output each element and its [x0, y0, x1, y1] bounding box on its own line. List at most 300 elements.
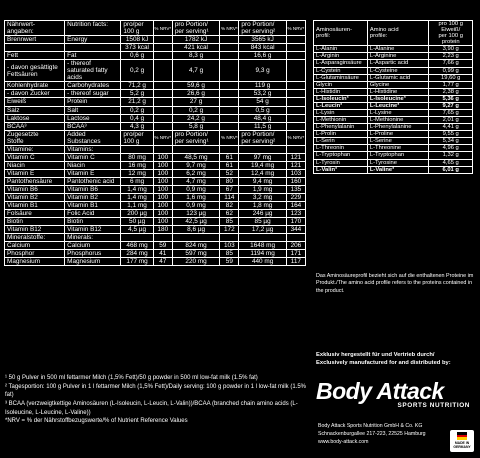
- cell-serving-2: 11,5 g: [239, 122, 286, 130]
- amino-row: [314, 88, 473, 95]
- footnote-1: ¹ 50 g Pulver in 500 ml fettarmer Milch (1,5% Fett)/50 g powder in 500 ml low-fat milk (1.5% fat): [5, 375, 258, 381]
- address-line-2: Schnackenburgallee 217-223, 22525 Hamburg: [318, 430, 426, 437]
- cell-serving-1: 597 mg: [172, 250, 219, 258]
- cell-en: Phosphorus: [65, 250, 121, 258]
- brand-name: Body Attack: [316, 378, 444, 404]
- cell-en: Vitamin E: [65, 169, 121, 177]
- cell-serving-2: 16,6 g: [239, 52, 286, 60]
- cell-en: Biotin: [65, 218, 121, 226]
- amino-value: 3,90 g: [429, 46, 473, 53]
- vitamins-label-de: Vitamine:: [5, 145, 65, 153]
- cell-per-100g: 1,1 mg: [121, 202, 153, 210]
- cell-serving-1: 0,9 mg: [172, 185, 219, 193]
- amino-en: L-Alanine: [367, 46, 429, 53]
- amino-row: [314, 67, 473, 74]
- brand-logo: [316, 380, 474, 409]
- header-per-100g: pro/per 100 g: [121, 130, 153, 145]
- cell-nrv-1: 100: [153, 194, 172, 202]
- cell-en: Niacin: [65, 161, 121, 169]
- minerals-label: [5, 234, 306, 242]
- amino-de: L-Prolin: [314, 131, 368, 138]
- cell-serving-1: 9,7 mg: [172, 161, 219, 169]
- cell-per-100g: 71,2 g: [121, 82, 153, 90]
- cell-per-100g: 0,6 g: [121, 52, 153, 60]
- cell-nrv-3: [286, 90, 305, 98]
- nutrient-row: [5, 82, 306, 90]
- header-en: Added Substances: [65, 130, 121, 145]
- cell-serving-2: 9,4 mg: [239, 177, 286, 185]
- cell-serving-1: 6,2 mg: [172, 169, 219, 177]
- cell-nrv-3: 135: [286, 185, 305, 193]
- cell-serving-2: 119 g: [239, 82, 286, 90]
- amino-row: [314, 74, 473, 81]
- nutrient-row: [5, 90, 306, 98]
- cell-en: BCAA³: [65, 122, 121, 130]
- cell-nrv-2: [220, 82, 239, 90]
- amino-value: 2,23 g: [429, 53, 473, 60]
- cell-serving-1: 48,5 mg: [172, 153, 219, 161]
- amino-value: 1,77 g: [429, 81, 473, 88]
- cell-en: Vitamin B12: [65, 226, 121, 234]
- address-line-1: Body Attack Sports Nutrition GmbH & Co. KG: [318, 423, 423, 429]
- mineral-row: [5, 258, 306, 266]
- cell-serving-2: 1194 mg: [239, 250, 286, 258]
- header-nrv-2: % NRV*: [220, 130, 239, 145]
- amino-row: [314, 131, 473, 138]
- cell-serving-2: 9,3 g: [239, 60, 286, 82]
- cell-en: Protein: [65, 98, 121, 106]
- amino-en: L-Leucine³: [367, 102, 429, 109]
- cell-de: Eiweiß: [5, 98, 65, 106]
- cell-per-100g: 21,2 g: [121, 98, 153, 106]
- cell-per-100g: 4,3 g: [121, 122, 153, 130]
- cell-nrv-1: [153, 44, 172, 52]
- amino-en: L-Aspartic acid: [367, 60, 429, 67]
- cell-serving-2: 1648 mg: [239, 242, 286, 250]
- amino-en: L-Arginine: [367, 53, 429, 60]
- cell-serving-2: 246 µg: [239, 210, 286, 218]
- cell-nrv-3: 170: [286, 218, 305, 226]
- header-nrv-2: % NRV*: [220, 21, 239, 36]
- nutrient-row: [5, 98, 306, 106]
- amino-row: [314, 117, 473, 124]
- amino-en: L-Valine³: [367, 166, 429, 173]
- cell-nrv-3: [286, 52, 305, 60]
- header-nrv-3: % NRV*: [286, 21, 305, 36]
- cell-nrv-1: 41: [153, 250, 172, 258]
- amino-header-value: pro 100 g Eiweiß/ per 100 g protein: [429, 21, 473, 46]
- amino-de: L-Serin: [314, 138, 368, 145]
- amino-value: 0,99 g: [429, 67, 473, 74]
- cell-nrv-2: [220, 98, 239, 106]
- amino-value: 4,96 g: [429, 145, 473, 152]
- amino-en: L-Serine: [367, 138, 429, 145]
- nutrient-row: [5, 52, 306, 60]
- cell-en: Pantothenic acid: [65, 177, 121, 185]
- cell-de: Vitamin B2: [5, 194, 65, 202]
- cell-nrv-3: [286, 82, 305, 90]
- vitamin-row: [5, 210, 306, 218]
- cell-per-100g: 1508 kJ: [121, 36, 153, 44]
- vitamins-label-en: Vitamins:: [65, 145, 121, 153]
- cell-nrv-3: [286, 98, 305, 106]
- amino-value: 9,27 g: [429, 102, 473, 109]
- amino-de: L-Cystein: [314, 67, 368, 74]
- amino-de: L-Asparaginsäure: [314, 60, 368, 67]
- cell-de: BCAA³: [5, 122, 65, 130]
- cell-per-100g: 177 mg: [121, 258, 153, 266]
- cell-serving-1: 8,6 µg: [172, 226, 219, 234]
- cell-en: Folic Acid: [65, 210, 121, 218]
- cell-nrv-3: [286, 122, 305, 130]
- nutrient-row: [5, 106, 306, 114]
- cell-en: Calcium: [65, 242, 121, 250]
- address-website: www.body-attack.com: [318, 438, 369, 445]
- cell-en: Vitamin C: [65, 153, 121, 161]
- cell-nrv-3: [286, 44, 305, 52]
- amino-row: [314, 124, 473, 131]
- amino-de: L-Valin³: [314, 166, 368, 173]
- cell-nrv-3: 344: [286, 226, 305, 234]
- cell-de: Laktose: [5, 114, 65, 122]
- cell-per-100g: 1,4 mg: [121, 185, 153, 193]
- cell-serving-2: 85 µg: [239, 218, 286, 226]
- amino-en: L-Lysine: [367, 110, 429, 117]
- nutrition-header-row: [5, 21, 306, 36]
- cell-serving-1: 0,9 mg: [172, 202, 219, 210]
- cell-serving-1: 27 g: [172, 98, 219, 106]
- amino-value: 6,01 g: [429, 166, 473, 173]
- cell-en: [65, 44, 121, 52]
- cell-en: Vitamin B1: [65, 202, 121, 210]
- amino-value: 4,65 g: [429, 159, 473, 166]
- amino-header-de: Aminosäuren- profil:: [314, 21, 368, 46]
- cell-serving-2: 1,8 mg: [239, 202, 286, 210]
- vitamin-row: [5, 226, 306, 234]
- cell-serving-1: 4,7 g: [172, 60, 219, 82]
- cell-serving-1: 1,6 mg: [172, 194, 219, 202]
- cell-de: Vitamin E: [5, 169, 65, 177]
- amino-de: L-Methionin: [314, 117, 368, 124]
- cell-nrv-2: 62: [220, 210, 239, 218]
- cell-en: Energy: [65, 36, 121, 44]
- nutrient-row: [5, 44, 306, 52]
- header-nrv-1: % NRV*: [153, 21, 172, 36]
- header-serving-1: pro Portion/ per serving¹: [172, 130, 219, 145]
- amino-value: 7,66 g: [429, 60, 473, 67]
- cell-de: Magnesium: [5, 258, 65, 266]
- mineral-row: [5, 250, 306, 258]
- cell-nrv-2: 114: [220, 194, 239, 202]
- amino-en: L-Tryptophan: [367, 152, 429, 159]
- cell-en: Vitamin B2: [65, 194, 121, 202]
- amino-de: L-Leucin³: [314, 102, 368, 109]
- amino-en: Glycine: [367, 81, 429, 88]
- nutrient-row: [5, 114, 306, 122]
- cell-serving-1: 8,3 g: [172, 52, 219, 60]
- cell-nrv-1: [153, 36, 172, 44]
- amino-en: L-Isoleucine³: [367, 95, 429, 102]
- vitamin-row: [5, 218, 306, 226]
- amino-de: L-Arginin: [314, 53, 368, 60]
- cell-en: Lactose: [65, 114, 121, 122]
- cell-serving-1: 24,2 g: [172, 114, 219, 122]
- cell-nrv-2: [220, 36, 239, 44]
- cell-de: Phosphor: [5, 250, 65, 258]
- cell-per-100g: 373 kcal: [121, 44, 153, 52]
- cell-nrv-1: 100: [153, 218, 172, 226]
- cell-per-100g: 0,2 g: [121, 106, 153, 114]
- nutrient-row: [5, 122, 306, 130]
- cell-en: Vitamin B6: [65, 185, 121, 193]
- amino-de: Glycin: [314, 81, 368, 88]
- amino-row: [314, 102, 473, 109]
- mineral-row: [5, 242, 306, 250]
- amino-value: 19,60 g: [429, 74, 473, 81]
- cell-nrv-2: [220, 114, 239, 122]
- cell-en: Carbohydrates: [65, 82, 121, 90]
- amino-value: 1,32 g: [429, 152, 473, 159]
- cell-de: Vitamin C: [5, 153, 65, 161]
- cell-en: - thereof sugar: [65, 90, 121, 98]
- added-substances-header-row: [5, 130, 306, 145]
- cell-per-100g: 4,5 µg: [121, 226, 153, 234]
- cell-nrv-3: 171: [286, 250, 305, 258]
- cell-nrv-1: [153, 106, 172, 114]
- cell-nrv-2: 85: [220, 218, 239, 226]
- amino-de: L-Threonin: [314, 145, 368, 152]
- cell-nrv-2: 172: [220, 226, 239, 234]
- cell-de: Salz: [5, 106, 65, 114]
- cell-nrv-3: 123: [286, 210, 305, 218]
- amino-row: [314, 166, 473, 173]
- amino-value: 9,55 g: [429, 131, 473, 138]
- cell-serving-1: 0,2 g: [172, 106, 219, 114]
- cell-per-100g: 200 µg: [121, 210, 153, 218]
- cell-nrv-2: 59: [220, 258, 239, 266]
- cell-en: Magnesium: [65, 258, 121, 266]
- cell-nrv-2: 85: [220, 250, 239, 258]
- cell-serving-2: 1,9 mg: [239, 185, 286, 193]
- vitamins-label: [5, 145, 306, 153]
- cell-serving-2: 3,2 mg: [239, 194, 286, 202]
- header-nrv-1: % NRV*: [153, 130, 172, 145]
- amino-row: [314, 110, 473, 117]
- cell-nrv-2: 103: [220, 242, 239, 250]
- header-serving-2: pro Portion/ per serving²: [239, 21, 286, 36]
- amino-en: L-Tyrosine: [367, 159, 429, 166]
- amino-value: 2,38 g: [429, 88, 473, 95]
- header-serving-2: pro Portion/ per serving²: [239, 130, 286, 145]
- footnote-2: ² Tagesportion: 100 g Pulver in 1 l fettarmer Milch (1,5% Fett)/Daily serving: 100 g powder in 1 l low-fat milk (1.5% fat): [5, 383, 307, 399]
- cell-serving-2: 97 mg: [239, 153, 286, 161]
- cell-nrv-1: [153, 98, 172, 106]
- minerals-label-de: Mineralstoffe:: [5, 234, 65, 242]
- amino-de: L-Phenylalanin: [314, 124, 368, 131]
- header-en: Nutrition facts:: [65, 21, 121, 36]
- amino-de: L-Isoleucin³: [314, 95, 368, 102]
- cell-nrv-3: 117: [286, 258, 305, 266]
- cell-serving-2: 0,5 g: [239, 106, 286, 114]
- header-nrv-3: % NRV*: [286, 130, 305, 145]
- amino-row: [314, 81, 473, 88]
- cell-serving-2: 3565 kJ: [239, 36, 286, 44]
- vitamin-row: [5, 169, 306, 177]
- cell-nrv-3: 121: [286, 153, 305, 161]
- nutrient-row: [5, 60, 306, 82]
- cell-de: Fett: [5, 52, 65, 60]
- cell-nrv-2: [220, 90, 239, 98]
- cell-nrv-3: 160: [286, 177, 305, 185]
- cell-de: Vitamin B6: [5, 185, 65, 193]
- amino-row: [314, 138, 473, 145]
- cell-serving-1: 42,5 µg: [172, 218, 219, 226]
- cell-serving-2: 53,2 g: [239, 90, 286, 98]
- cell-serving-1: 5,8 g: [172, 122, 219, 130]
- cell-nrv-1: 47: [153, 258, 172, 266]
- vitamin-row: [5, 177, 306, 185]
- distribution-line-2: Exclusively manufactured for and distributed by:: [316, 360, 451, 367]
- amino-en: L-Proline: [367, 131, 429, 138]
- cell-serving-2: 440 mg: [239, 258, 286, 266]
- cell-nrv-1: 100: [153, 161, 172, 169]
- cell-per-100g: 6 mg: [121, 177, 153, 185]
- amino-de: L-Glutaminsäure: [314, 74, 368, 81]
- cell-serving-1: 220 mg: [172, 258, 219, 266]
- distribution-line-1: Exklusiv hergestellt für und Vertrieb durch/: [316, 352, 435, 358]
- amino-row: [314, 152, 473, 159]
- cell-nrv-3: 103: [286, 169, 305, 177]
- header-de: Nährwert- angaben:: [5, 21, 65, 36]
- vitamin-row: [5, 153, 306, 161]
- cell-en: Salt: [65, 106, 121, 114]
- cell-nrv-1: 100: [153, 185, 172, 193]
- badge-line-1: MADE IN: [454, 441, 470, 445]
- cell-nrv-3: [286, 60, 305, 82]
- cell-nrv-1: 100: [153, 177, 172, 185]
- cell-serving-2: 48,4 g: [239, 114, 286, 122]
- amino-de: L-Alanin: [314, 46, 368, 53]
- cell-de: Kohlenhydrate: [5, 82, 65, 90]
- cell-nrv-2: [220, 60, 239, 82]
- cell-nrv-1: [153, 52, 172, 60]
- cell-en: - thereof saturated fatty acids: [65, 60, 121, 82]
- amino-de: L-Tyrosin: [314, 159, 368, 166]
- cell-nrv-1: [153, 60, 172, 82]
- cell-nrv-1: 100: [153, 210, 172, 218]
- cell-serving-1: 421 kcal: [172, 44, 219, 52]
- cell-nrv-1: 100: [153, 202, 172, 210]
- amino-en: L-Phenylalanine: [367, 124, 429, 131]
- amino-row: [314, 60, 473, 67]
- header-per-100g: pro/per 100 g: [121, 21, 153, 36]
- nutrition-table: [4, 20, 306, 266]
- badge-line-2: GERMANY: [453, 445, 471, 450]
- cell-nrv-1: 180: [153, 226, 172, 234]
- cell-serving-1: 59,6 g: [172, 82, 219, 90]
- cell-de: Vitamin B12: [5, 226, 65, 234]
- amino-row: [314, 145, 473, 152]
- cell-per-100g: 284 mg: [121, 250, 153, 258]
- cell-de: Brennwert: [5, 36, 65, 44]
- cell-de: Calcium: [5, 242, 65, 250]
- cell-serving-1: 26,6 g: [172, 90, 219, 98]
- amino-value: 2,01 g: [429, 117, 473, 124]
- cell-serving-2: 12,4 mg: [239, 169, 286, 177]
- amino-header-row: [314, 21, 473, 46]
- cell-serving-2: 54 g: [239, 98, 286, 106]
- amino-value: 5,36 g: [429, 95, 473, 102]
- footnotes: [5, 374, 310, 426]
- cell-nrv-1: [153, 90, 172, 98]
- cell-nrv-1: 59: [153, 242, 172, 250]
- amino-en: L-Threonine: [367, 145, 429, 152]
- cell-serving-2: 19,4 mg: [239, 161, 286, 169]
- cell-per-100g: 12 mg: [121, 169, 153, 177]
- cell-per-100g: 0,4 g: [121, 114, 153, 122]
- cell-per-100g: 1,4 mg: [121, 194, 153, 202]
- amino-profile-note: Das Aminosäureprofil bezieht sich auf die enthaltenen Proteine im Produkt./The amino acid profile refers to the proteins contained in the product.: [316, 273, 474, 294]
- amino-row: [314, 159, 473, 166]
- cell-nrv-2: 82: [220, 202, 239, 210]
- cell-nrv-1: [153, 114, 172, 122]
- cell-nrv-3: 206: [286, 242, 305, 250]
- amino-en: L-Glutamic acid: [367, 74, 429, 81]
- cell-nrv-3: [286, 106, 305, 114]
- cell-nrv-1: 100: [153, 153, 172, 161]
- cell-nrv-2: 61: [220, 153, 239, 161]
- amino-de: L-Tryptophan: [314, 152, 368, 159]
- cell-nrv-1: [153, 122, 172, 130]
- cell-de: - davon Zucker: [5, 90, 65, 98]
- amino-row: [314, 95, 473, 102]
- cell-nrv-1: 100: [153, 169, 172, 177]
- distribution-note: [316, 351, 451, 367]
- cell-nrv-3: 121: [286, 161, 305, 169]
- vitamin-row: [5, 194, 306, 202]
- cell-serving-1: 824 mg: [172, 242, 219, 250]
- amino-value: 7,65 g: [429, 110, 473, 117]
- cell-en: Fat: [65, 52, 121, 60]
- cell-nrv-2: [220, 52, 239, 60]
- cell-serving-2: 17,2 µg: [239, 226, 286, 234]
- nutrient-row: [5, 36, 306, 44]
- cell-per-100g: 5,2 g: [121, 90, 153, 98]
- vitamin-row: [5, 185, 306, 193]
- amino-value: 4,41 g: [429, 124, 473, 131]
- cell-nrv-2: 67: [220, 185, 239, 193]
- cell-de: Biotin: [5, 218, 65, 226]
- footnote-4: *NRV = % der Nährstoffbezugswerte/% of Nutrient Reference Values: [5, 418, 188, 425]
- cell-serving-1: 123 µg: [172, 210, 219, 218]
- minerals-label-en: Minerals:: [65, 234, 121, 242]
- amino-row: [314, 53, 473, 60]
- cell-nrv-3: 229: [286, 194, 305, 202]
- company-address: [318, 423, 426, 446]
- cell-per-100g: 50 µg: [121, 218, 153, 226]
- brand-tagline: SPORTS NUTRITION: [397, 402, 470, 409]
- german-flag-icon: [457, 432, 467, 440]
- amino-header-en: Amino acid profile:: [367, 21, 429, 46]
- cell-per-100g: 0,2 g: [121, 60, 153, 82]
- cell-nrv-2: 61: [220, 161, 239, 169]
- cell-serving-1: 1782 kJ: [172, 36, 219, 44]
- cell-nrv-2: 52: [220, 169, 239, 177]
- cell-per-100g: 468 mg: [121, 242, 153, 250]
- cell-per-100g: 16 mg: [121, 161, 153, 169]
- amino-en: L-Cysteine: [367, 67, 429, 74]
- vitamin-row: [5, 202, 306, 210]
